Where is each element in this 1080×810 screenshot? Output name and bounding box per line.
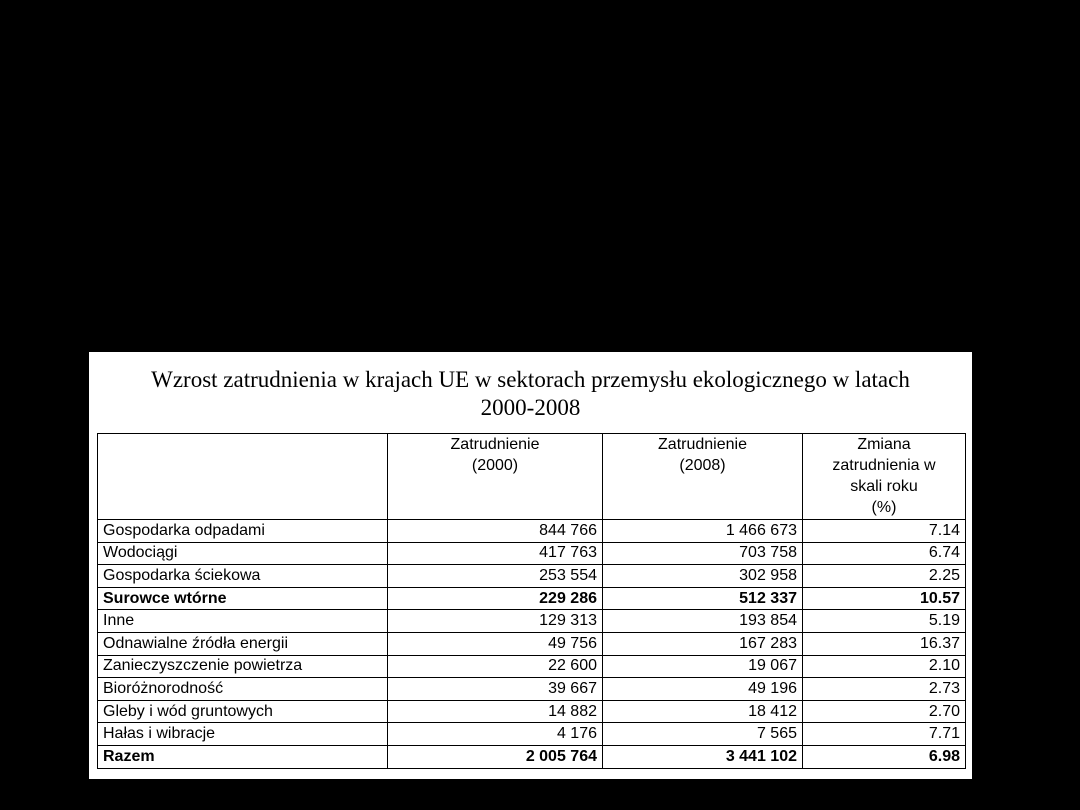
sector-label: Gleby i wód gruntowych	[98, 700, 388, 723]
header-employment-2008-line2: (2008)	[679, 457, 726, 474]
sector-label: Gospodarka odpadami	[98, 520, 388, 543]
table-row	[98, 723, 966, 746]
header-annual-change	[803, 434, 966, 520]
header-annual-change-line2: zatrudnienia w	[832, 457, 936, 474]
sector-label: Odnawialne źródła energii	[98, 632, 388, 655]
annual-change: 5.19	[803, 610, 966, 633]
sector-label: Inne	[98, 610, 388, 633]
employment-2008: 167 283	[603, 632, 803, 655]
employment-2008: 3 441 102	[603, 745, 803, 768]
table-row	[98, 520, 966, 543]
sector-label: Hałas i wibracje	[98, 723, 388, 746]
sector-label: Bioróżnorodność	[98, 678, 388, 701]
header-annual-change-line3: skali roku	[850, 478, 918, 495]
table-header-row	[98, 434, 966, 520]
employment-2000: 4 176	[388, 723, 603, 746]
table-row	[98, 700, 966, 723]
table-row	[98, 565, 966, 588]
employment-2008: 18 412	[603, 700, 803, 723]
table-row	[98, 655, 966, 678]
employment-2000: 22 600	[388, 655, 603, 678]
header-employment-2000-line1: Zatrudnienie	[450, 436, 540, 453]
annual-change: 6.74	[803, 542, 966, 565]
annual-change: 7.71	[803, 723, 966, 746]
employment-2008: 512 337	[603, 587, 803, 610]
document-panel	[89, 352, 972, 779]
table-row	[98, 632, 966, 655]
employment-2008: 19 067	[603, 655, 803, 678]
employment-2000: 39 667	[388, 678, 603, 701]
title-line-2: 2000-2008	[480, 395, 581, 420]
employment-2008: 703 758	[603, 542, 803, 565]
annual-change: 2.25	[803, 565, 966, 588]
annual-change: 2.70	[803, 700, 966, 723]
annual-change: 10.57	[803, 587, 966, 610]
sector-label: Surowce wtórne	[98, 587, 388, 610]
employment-2000: 844 766	[388, 520, 603, 543]
sector-label: Zanieczyszczenie powietrza	[98, 655, 388, 678]
header-employment-2008	[603, 434, 803, 520]
header-annual-change-line1: Zmiana	[857, 436, 911, 453]
employment-2008: 193 854	[603, 610, 803, 633]
header-employment-2000-line2: (2000)	[471, 457, 519, 474]
header-sector	[98, 434, 388, 520]
annual-change: 2.73	[803, 678, 966, 701]
title-line-1: Wzrost zatrudnienia w krajach UE w sektorach przemysłu ekologicznego w latach	[151, 367, 910, 392]
annual-change: 2.10	[803, 655, 966, 678]
table-row	[98, 678, 966, 701]
employment-2000: 49 756	[388, 632, 603, 655]
sector-label: Razem	[98, 745, 388, 768]
header-employment-2000	[388, 434, 603, 520]
employment-2000: 417 763	[388, 542, 603, 565]
employment-2008: 49 196	[603, 678, 803, 701]
employment-2000: 229 286	[388, 587, 603, 610]
employment-2000: 253 554	[388, 565, 603, 588]
header-employment-2008-line1: Zatrudnienie	[658, 436, 747, 453]
employment-2008: 1 466 673	[603, 520, 803, 543]
annual-change: 16.37	[803, 632, 966, 655]
annual-change: 6.98	[803, 745, 966, 768]
sector-label: Gospodarka ściekowa	[98, 565, 388, 588]
employment-2000: 14 882	[388, 700, 603, 723]
annual-change: 7.14	[803, 520, 966, 543]
table-row-highlighted	[98, 587, 966, 610]
table-total-row	[98, 745, 966, 768]
employment-2000: 2 005 764	[388, 745, 603, 768]
page-title	[89, 366, 972, 422]
employment-table	[97, 433, 966, 769]
employment-2000: 129 313	[388, 610, 603, 633]
table-row	[98, 610, 966, 633]
header-annual-change-line4: (%)	[871, 499, 897, 516]
employment-2008: 302 958	[603, 565, 803, 588]
table-row	[98, 542, 966, 565]
employment-2008: 7 565	[603, 723, 803, 746]
sector-label: Wodociągi	[98, 542, 388, 565]
